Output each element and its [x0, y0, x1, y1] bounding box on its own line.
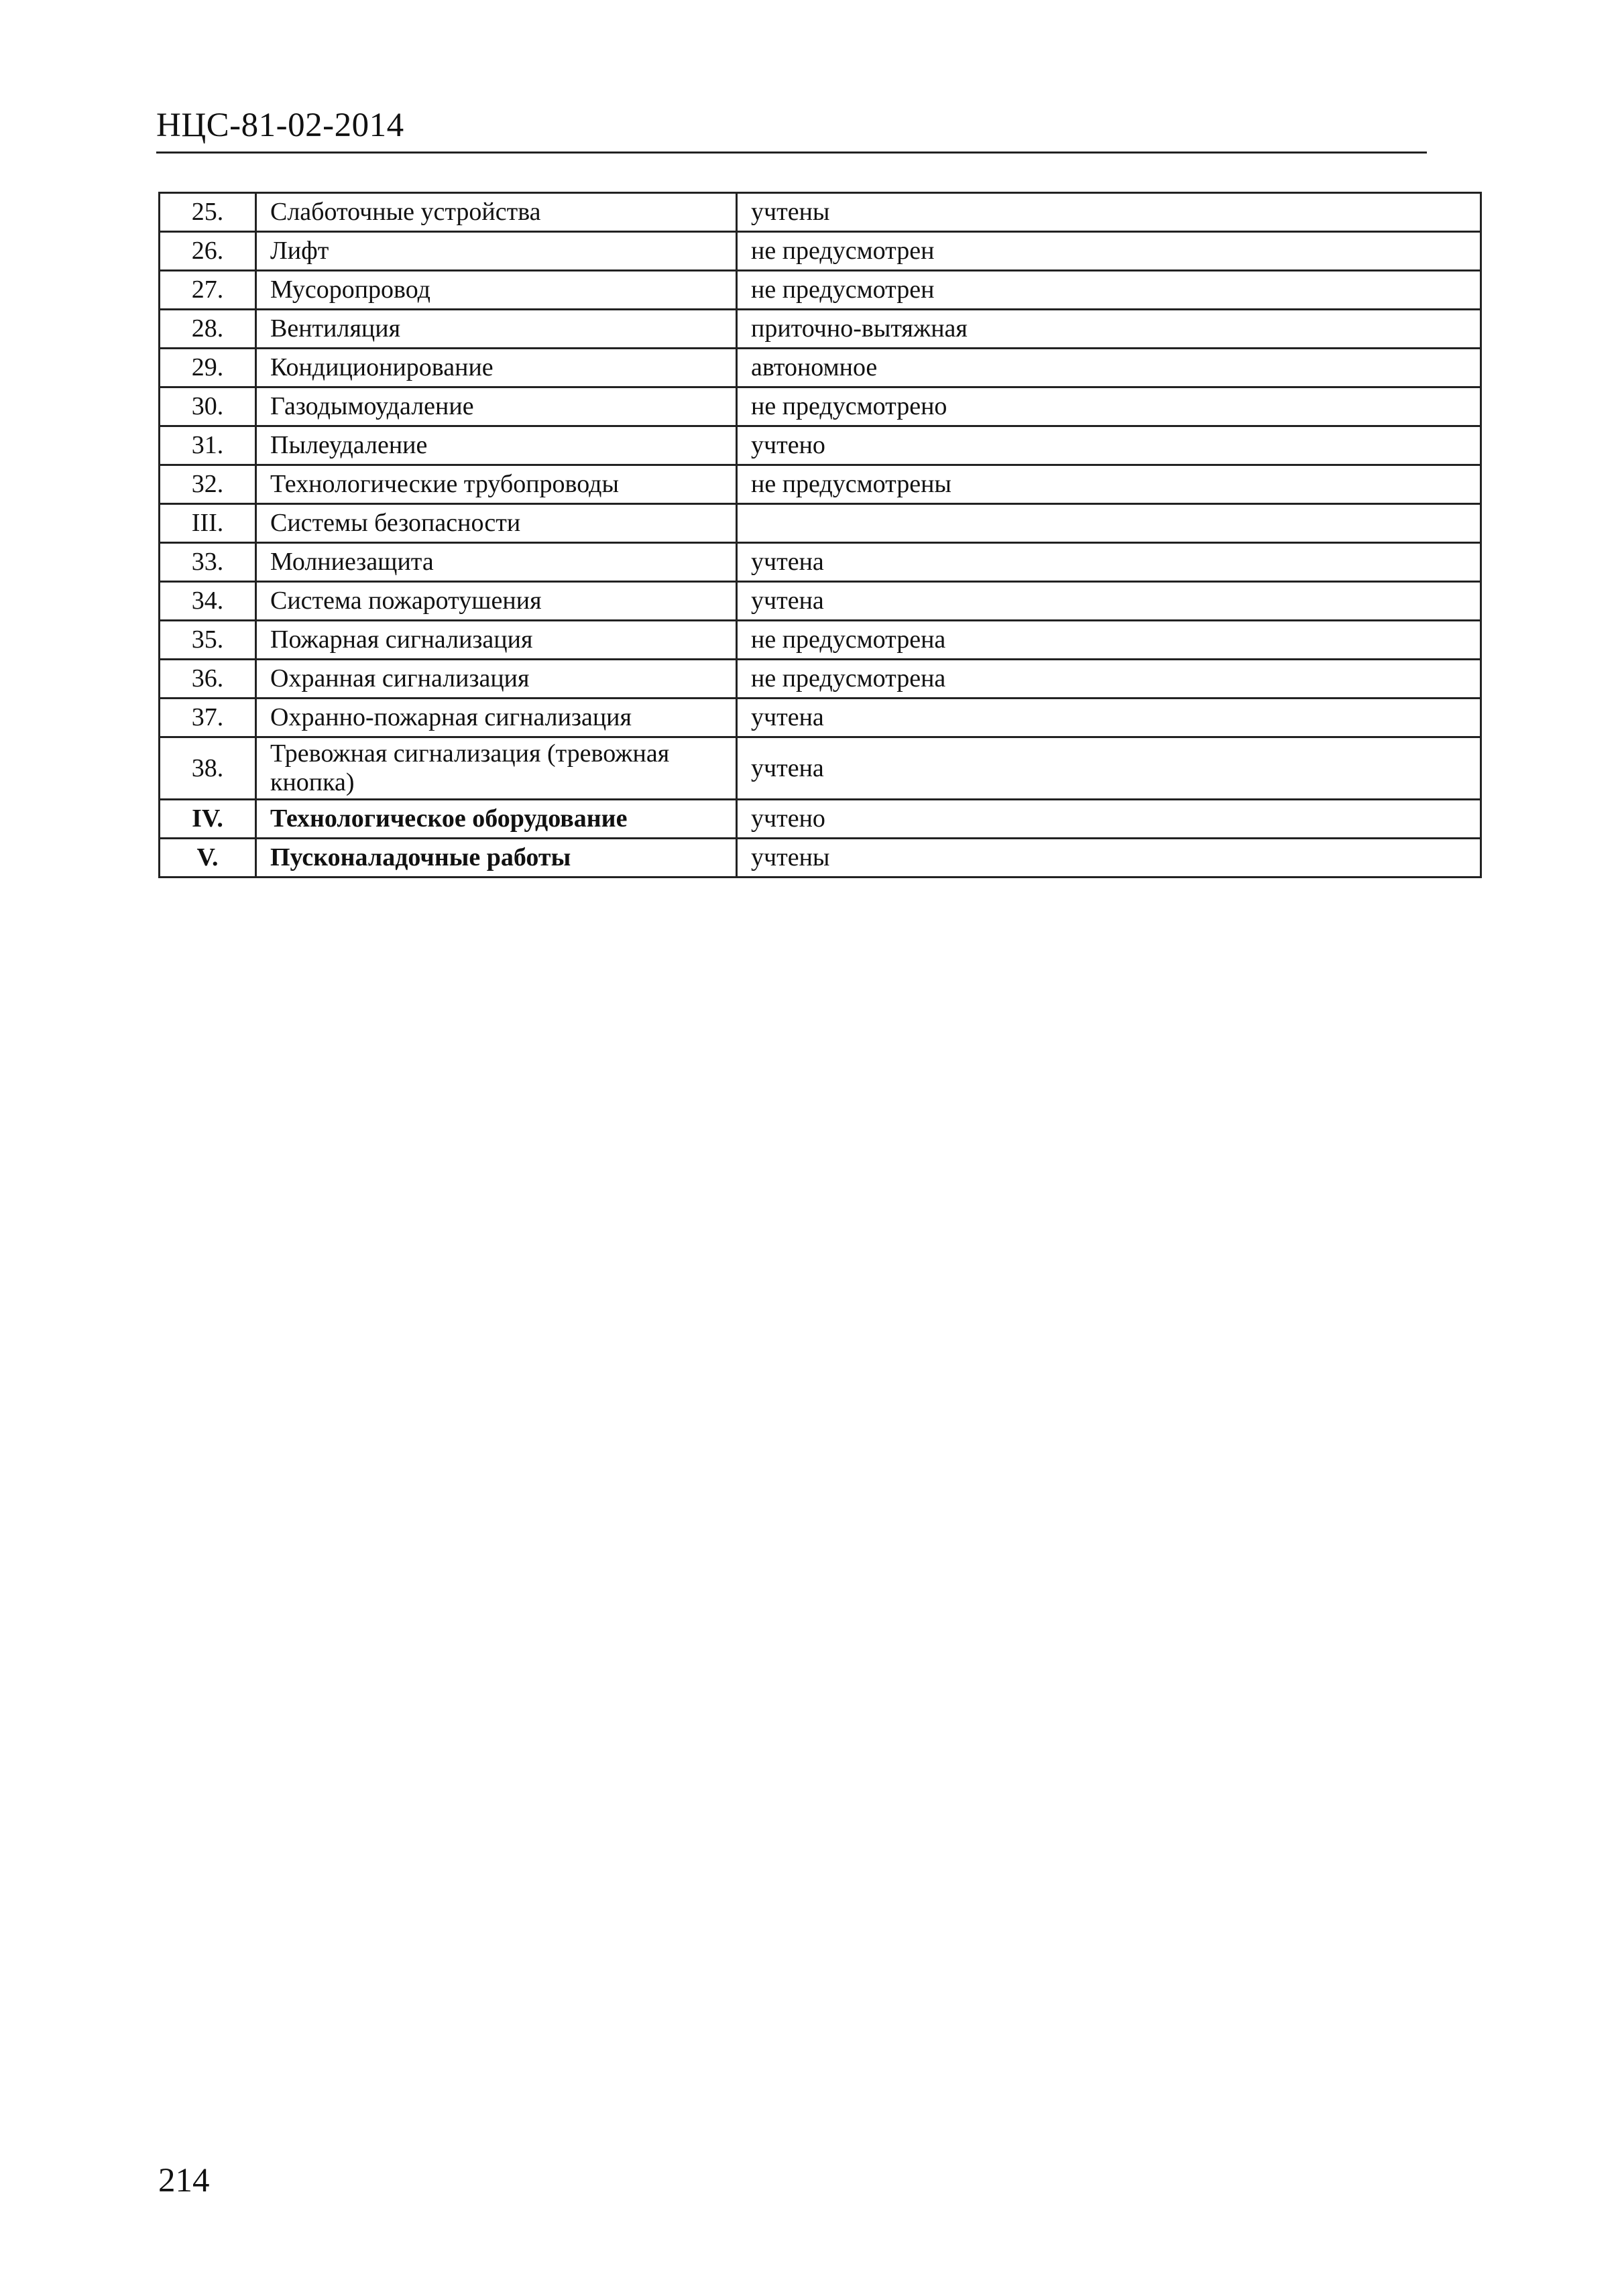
section-row	[160, 504, 1481, 543]
row-name: Газодымоудаление	[256, 387, 737, 426]
row-value: учтена	[737, 737, 1481, 800]
document-code: НЦС-81-02-2014	[156, 107, 404, 144]
row-number: 37.	[160, 699, 256, 737]
row-value: не предусмотрены	[737, 465, 1481, 504]
row-number: 28.	[160, 310, 256, 349]
row-name: Пылеудаление	[256, 426, 737, 465]
table-row	[160, 737, 1481, 800]
section-row	[160, 800, 1481, 839]
row-name: Мусоропровод	[256, 271, 737, 310]
header-divider	[156, 152, 1427, 154]
table-row	[160, 465, 1481, 504]
section-title: Пусконаладочные работы	[256, 839, 737, 878]
row-number: 30.	[160, 387, 256, 426]
row-number: 35.	[160, 621, 256, 660]
table-row	[160, 543, 1481, 582]
table-row	[160, 349, 1481, 387]
row-value: учтена	[737, 543, 1481, 582]
row-value: учтена	[737, 582, 1481, 621]
section-title: Технологическое оборудование	[256, 800, 737, 839]
row-value: не предусмотрен	[737, 232, 1481, 271]
row-number: 25.	[160, 193, 256, 232]
section-row	[160, 839, 1481, 878]
row-name: Технологические трубопроводы	[256, 465, 737, 504]
row-value	[737, 504, 1481, 543]
table-row	[160, 426, 1481, 465]
row-value: автономное	[737, 349, 1481, 387]
table-row	[160, 193, 1481, 232]
row-value: учтены	[737, 193, 1481, 232]
row-value: учтено	[737, 800, 1481, 839]
table-row	[160, 310, 1481, 349]
table-row	[160, 271, 1481, 310]
row-value: учтена	[737, 699, 1481, 737]
table-row	[160, 232, 1481, 271]
table-row	[160, 387, 1481, 426]
row-value: приточно-вытяжная	[737, 310, 1481, 349]
table-row	[160, 660, 1481, 699]
section-number: V.	[160, 839, 256, 878]
row-name: Молниезащита	[256, 543, 737, 582]
row-name: Кондиционирование	[256, 349, 737, 387]
row-value: не предусмотрено	[737, 387, 1481, 426]
row-number: 32.	[160, 465, 256, 504]
section-title: Системы безопасности	[256, 504, 737, 543]
row-name: Система пожаротушения	[256, 582, 737, 621]
row-name: Тревожная сигнализация (тревожная кнопка)	[256, 737, 737, 800]
row-number: 31.	[160, 426, 256, 465]
row-value: учтено	[737, 426, 1481, 465]
table-row	[160, 699, 1481, 737]
row-name: Охранно-пожарная сигнализация	[256, 699, 737, 737]
row-number: 27.	[160, 271, 256, 310]
row-name: Охранная сигнализация	[256, 660, 737, 699]
row-number: 34.	[160, 582, 256, 621]
row-number: 26.	[160, 232, 256, 271]
page-number: 214	[158, 2162, 210, 2199]
row-name: Лифт	[256, 232, 737, 271]
specification-table	[158, 192, 1482, 878]
row-value: учтены	[737, 839, 1481, 878]
row-value: не предусмотрена	[737, 621, 1481, 660]
row-number: 29.	[160, 349, 256, 387]
section-number: IV.	[160, 800, 256, 839]
row-value: не предусмотрен	[737, 271, 1481, 310]
row-name: Пожарная сигнализация	[256, 621, 737, 660]
table-row	[160, 582, 1481, 621]
row-name: Вентиляция	[256, 310, 737, 349]
row-number: 38.	[160, 737, 256, 800]
row-name: Слаботочные устройства	[256, 193, 737, 232]
section-number: III.	[160, 504, 256, 543]
table-row	[160, 621, 1481, 660]
row-number: 36.	[160, 660, 256, 699]
row-value: не предусмотрена	[737, 660, 1481, 699]
row-number: 33.	[160, 543, 256, 582]
